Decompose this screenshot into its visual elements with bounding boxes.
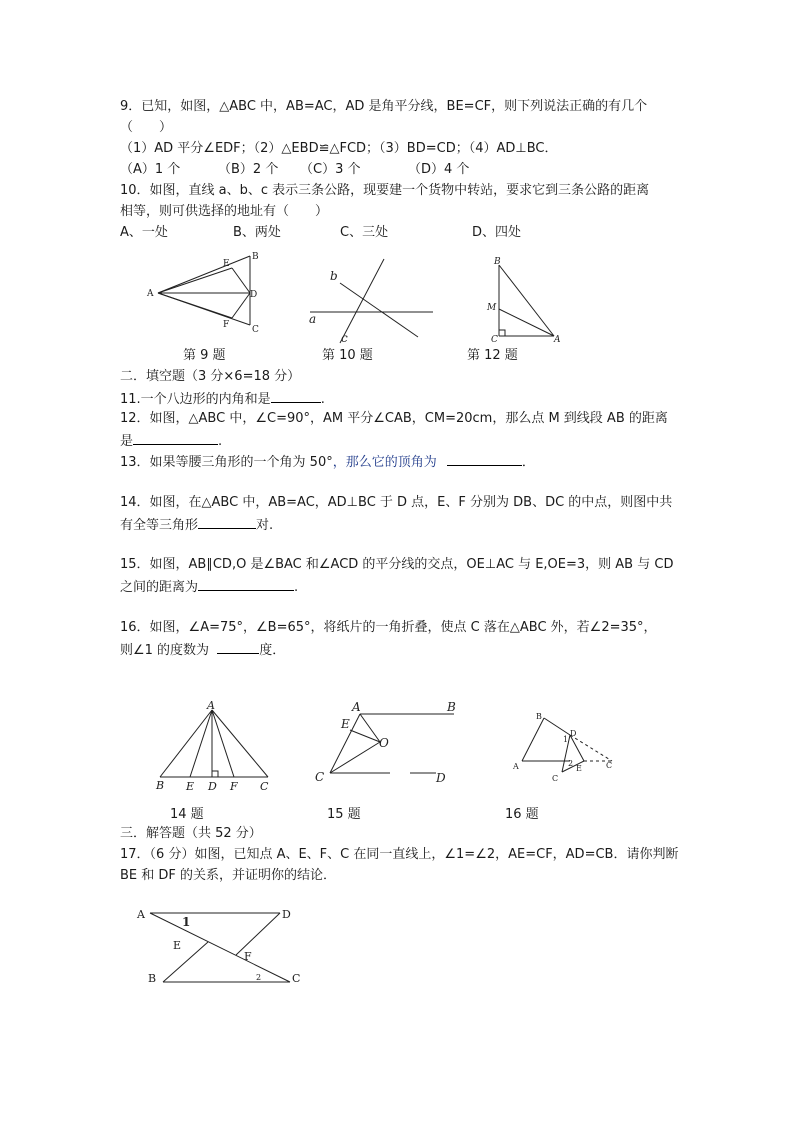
fig15-label-b: B bbox=[447, 700, 456, 714]
q12-line2-end: . bbox=[218, 434, 223, 449]
fig14-label-f: F bbox=[230, 780, 238, 793]
fig16-label-c-folded: C bbox=[552, 774, 559, 783]
fig17-label-1: 1 bbox=[182, 915, 191, 929]
figure-15-labels bbox=[315, 700, 456, 785]
fig16-label-e: E bbox=[576, 764, 582, 773]
caption-fig14: 14 题 bbox=[170, 807, 204, 822]
q10-option-d: D、四处 bbox=[472, 225, 522, 240]
q17-line2: BE 和 DF 的关系，并证明你的结论． bbox=[120, 868, 337, 883]
q14-line2-start: 有全等三角形 bbox=[120, 518, 199, 533]
fig12-label-c: C bbox=[491, 335, 498, 345]
q15-line2 bbox=[120, 578, 298, 596]
q13 bbox=[120, 453, 535, 471]
q9-option-a: （A）1 个 bbox=[120, 162, 181, 177]
caption-fig15: 15 题 bbox=[327, 807, 361, 822]
fig12-label-a: A bbox=[554, 335, 561, 345]
fig9-label-a: A bbox=[147, 289, 154, 299]
figure-14 bbox=[160, 710, 268, 777]
fig17-label-a: A bbox=[137, 908, 145, 921]
fig9-label-e: E bbox=[223, 259, 230, 269]
fig16-label-b: B bbox=[536, 712, 542, 721]
q10-line2: 相等，则可供选择的地址有（ ） bbox=[120, 204, 329, 219]
fig12-label-b: B bbox=[494, 257, 501, 267]
q15-blank bbox=[198, 578, 294, 591]
figure-10 bbox=[310, 259, 433, 343]
q16-line1: 16．如图，∠A=75°，∠B=65°，将纸片的一角折叠，使点 C 落在△ABC 外，若∠2=35°， bbox=[120, 620, 657, 635]
q15-line1: 15．如图，AB∥CD,O 是∠BAC 和∠ACD 的平分线的交点，OE⊥AC 与 E,OE=3，则 AB 与 CD bbox=[120, 557, 674, 572]
figure-10-labels bbox=[309, 269, 348, 345]
q16-blank bbox=[217, 641, 259, 654]
figure-12 bbox=[499, 265, 554, 336]
section3-title: 三．解答题（共 52 分） bbox=[120, 826, 262, 841]
figure-16-labels bbox=[512, 712, 612, 783]
fig9-label-b: B bbox=[252, 252, 259, 262]
fig10-label-c: c bbox=[341, 331, 348, 345]
fig9-label-c: C bbox=[252, 325, 259, 335]
q15-line2-start: 之间的距离为 bbox=[120, 580, 199, 595]
q10-option-c: C、三处 bbox=[340, 225, 389, 240]
fig14-label-a: A bbox=[207, 699, 215, 712]
q15-line2-end: . bbox=[294, 580, 299, 595]
fig14-label-b: B bbox=[156, 779, 165, 792]
fig17-label-e: E bbox=[173, 939, 182, 952]
q12-line2 bbox=[120, 432, 222, 450]
q14-line1: 14．如图，在△ABC 中，AB=AC，AD⊥BC 于 D 点，E、F 分别为 DB、DC 的中点，则图中共 bbox=[120, 495, 673, 510]
caption-fig16: 16 题 bbox=[505, 807, 539, 822]
fig15-label-e: E bbox=[341, 717, 350, 731]
q13-start: 13．如果等腰三角形的一个角为 50° bbox=[120, 455, 333, 470]
section2-title: 二．填空题（3 分×6=18 分） bbox=[120, 369, 301, 384]
fig10-label-a: a bbox=[309, 312, 317, 326]
q9-statements: （1）AD 平分∠EDF；（2）△EBD≌△FCD；（3）BD=CD；（4）AD⊥BC． bbox=[120, 141, 558, 156]
q10-line1: 10．如图，直线 a、b、c 表示三条公路，现要建一个货物中转站，要求它到三条公路的距离 bbox=[120, 183, 650, 198]
q10-option-b: B、两处 bbox=[233, 225, 281, 240]
fig15-label-d: D bbox=[436, 771, 446, 785]
fig17-label-b: B bbox=[148, 972, 157, 985]
q9-option-b: （B）2 个 bbox=[218, 162, 279, 177]
figure-12-labels bbox=[486, 257, 561, 345]
q9-paren: （ ） bbox=[120, 120, 173, 135]
fig16-label-d: D bbox=[570, 729, 577, 738]
q13-mid: ，那么它的顶角为 bbox=[332, 455, 437, 470]
q14-blank bbox=[198, 516, 256, 529]
fig16-label-a: A bbox=[513, 762, 519, 771]
q11-text: 11.一个八边形的内角和是 bbox=[120, 392, 271, 407]
caption-fig12: 第 12 题 bbox=[467, 348, 518, 363]
fig17-label-2: 2 bbox=[256, 973, 262, 982]
q11 bbox=[120, 390, 325, 408]
fig15-label-o: O bbox=[379, 736, 389, 750]
q9-option-c: （C）3 个 bbox=[300, 162, 361, 177]
q10-option-a: A、一处 bbox=[120, 225, 168, 240]
fig17-label-c: C bbox=[292, 972, 301, 985]
q12-line2-start: 是 bbox=[120, 434, 134, 449]
q16-line2-start: 则∠1 的度数为 bbox=[120, 643, 210, 658]
fig17-label-d: D bbox=[282, 908, 291, 921]
fig12-label-m: M bbox=[487, 303, 497, 313]
q9-line1: 9．已知，如图，△ABC 中，AB=AC，AD 是角平分线，BE=CF，则下列说法正确的有几个 bbox=[120, 99, 648, 114]
q12-blank bbox=[133, 432, 218, 445]
fig14-label-e: E bbox=[186, 780, 195, 793]
fig16-label-2: 2 bbox=[568, 759, 574, 768]
figure-9 bbox=[158, 256, 250, 325]
q13-end: ． bbox=[521, 455, 535, 470]
q16-line2-end: 度． bbox=[259, 643, 286, 658]
fig14-label-d: D bbox=[208, 780, 217, 793]
q14-line2-end: 对. bbox=[256, 518, 274, 533]
caption-fig10: 第 10 题 bbox=[322, 348, 373, 363]
fig15-label-a: A bbox=[352, 700, 361, 714]
q14-line2 bbox=[120, 516, 273, 534]
caption-fig9: 第 9 题 bbox=[183, 348, 226, 363]
fig9-label-f: F bbox=[223, 320, 230, 330]
fig16-label-1: 1 bbox=[563, 735, 569, 744]
q13-blank bbox=[447, 453, 522, 466]
fig10-label-b: b bbox=[330, 269, 338, 283]
fig14-label-c: C bbox=[260, 780, 269, 793]
q16-line2 bbox=[120, 641, 285, 659]
q17-line1: 17．（6 分）如图，已知点 A、E、F、C 在同一直线上，∠1=∠2，AE=CF，AD=CB．请你判断 bbox=[120, 847, 679, 862]
figure-17 bbox=[150, 913, 290, 982]
q11-end: . bbox=[320, 392, 325, 407]
q9-option-d: （D）4 个 bbox=[408, 162, 470, 177]
fig17-label-f: F bbox=[244, 950, 252, 963]
fig16-label-c: C bbox=[606, 761, 613, 770]
q12-line1: 12．如图，△ABC 中，∠C=90°，AM 平分∠CAB，CM=20cm，那么点 M 到线段 AB 的距离 bbox=[120, 411, 668, 426]
figure-16 bbox=[522, 718, 612, 772]
fig9-label-d: D bbox=[250, 290, 258, 300]
fig15-label-c: C bbox=[315, 770, 325, 784]
q11-blank bbox=[271, 390, 321, 403]
